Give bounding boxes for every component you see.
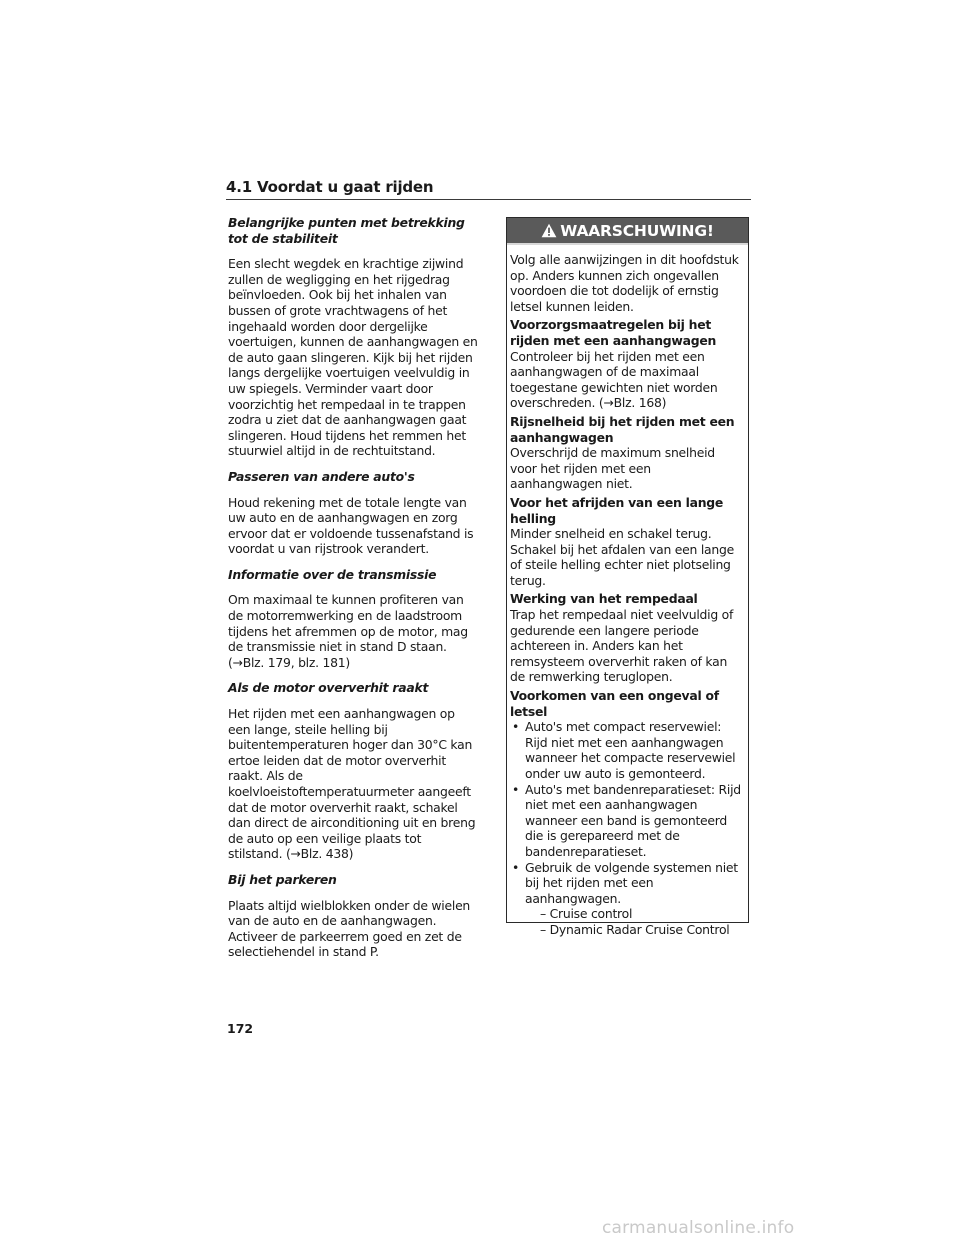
section-title: 4.1 Voordat u gaat rijden bbox=[226, 178, 434, 196]
bullet-text: Auto's met bandenreparatieset: Rijd niet met een aanhangwagen wanneer een band is gemonteerd die is gerepareerd met de bandenreparatieset. bbox=[525, 781, 741, 859]
transmission-paragraph: Om maximaal te kunnen profiteren van de motorremwerking en de laadstroom tijdens het afremmen op de motor, mag de transmissie niet in stand D staan. (→Blz. 179, blz. 181) bbox=[228, 592, 468, 670]
bullet-text: Gebruik de volgende systemen niet bij het rijden met een aanhangwagen. bbox=[525, 859, 738, 906]
trailer-precaution-text: Controleer bij het rijden met een aanhangwagen of de maximaal toegestane gewichten niet worden overschreden. (→Blz. 168) bbox=[510, 348, 718, 411]
watermark: carmanualsonline.info bbox=[602, 1218, 795, 1238]
warning-title: WAARSCHUWING! bbox=[560, 221, 714, 240]
list-item bbox=[510, 719, 743, 781]
overheat-heading: Als de motor oververhit raakt bbox=[228, 680, 429, 696]
overheat-paragraph: Het rijden met een aanhangwagen op een lange, steile helling bij buitentemperaturen hoger dan 30°C kan ertoe leiden dat de motor oververhit raakt. Als de koelvloeistoftemperatuurmeter aangeeft dat de motor oververhit raakt, schakel dan direct de airconditioning uit en breng de auto op een veilige plaats tot stilstand. (→Blz. 438) bbox=[228, 706, 476, 862]
brake-pedal-text: Trap het rempedaal niet veelvuldig of gedurende een langere periode achtereen in. Anders kan het remsysteem oververhit raken of kan de remwerking teruglopen. bbox=[510, 607, 734, 685]
warning-triangle-icon bbox=[541, 223, 557, 238]
bullet-text: Auto's met compact reservewiel: Rijd niet met een aanhangwagen wanneer het compacte reservewiel onder uw auto is gemonteerd. bbox=[525, 719, 736, 781]
warning-title-bar bbox=[507, 218, 748, 243]
left-column bbox=[228, 215, 478, 970]
stability-paragraph: Een slecht wegdek en krachtige zijwind zullen de wegligging en het rijgedrag beïnvloeden. Ook bij het inhalen van bussen of grote vrachtwagens of het ingehaald worden door dergelijke voertuigen, kunnen de aanhangwagen en de auto gaan slingeren. Kijk bij het rijden langs dergelijke voertuigen veelvuldig in uw spiegels. Verminder vaart door voorzichtig het rempedaal in te trappen zodra u ziet dat de aanhangwagen gaat slingeren. Houd tijdens het remmen het stuurwiel altijd in de rechtuitstand. bbox=[228, 256, 478, 459]
parking-paragraph: Plaats altijd wielblokken onder de wielen van de auto en de aanhangwagen. Activeer de parkeerrem goed en zet de selectiehendel in stand P. bbox=[228, 897, 471, 960]
sub-item-cruise-control: – Cruise control bbox=[540, 906, 633, 922]
bullet-marker: • bbox=[512, 781, 520, 797]
list-item bbox=[510, 782, 743, 860]
parking-heading: Bij het parkeren bbox=[228, 871, 337, 887]
speed-text: Overschrijd de maximum snelheid voor het rijden met een aanhangwagen niet. bbox=[510, 445, 715, 492]
header-divider bbox=[226, 199, 751, 200]
warning-body bbox=[507, 245, 748, 938]
transmission-heading: Informatie over de transmissie bbox=[228, 566, 437, 582]
warning-intro: Volg alle aanwijzingen in dit hoofdstuk op. Anders kunnen zich ongevallen voordoen die tot dodelijk of ernstig letsel kunnen leiden. bbox=[510, 252, 739, 314]
bullet-marker: • bbox=[512, 719, 520, 735]
page-number: 172 bbox=[227, 1021, 254, 1036]
passing-heading: Passeren van andere auto's bbox=[228, 468, 415, 484]
descent-heading: Voor het afrijden van een lange helling bbox=[510, 494, 724, 526]
brake-pedal-heading: Werking van het rempedaal bbox=[510, 591, 698, 607]
stability-heading: Belangrijke punten met betrekking tot de stabiliteit bbox=[228, 215, 465, 246]
trailer-precaution-heading: Voorzorgsmaatregelen bij het rijden met een aanhangwagen bbox=[510, 317, 717, 348]
sub-item-radar-cruise-control: – Dynamic Radar Cruise Control bbox=[540, 921, 730, 937]
accident-bullet-list bbox=[510, 719, 743, 937]
speed-heading: Rijsnelheid bij het rijden met een aanhangwagen bbox=[510, 413, 735, 445]
descent-text: Minder snelheid en schakel terug. Schakel bij het afdalen van een lange of steile helling echter niet plotseling terug. bbox=[510, 526, 734, 588]
passing-paragraph: Houd rekening met de totale lengte van uw auto en de aanhangwagen en zorg ervoor dat er voldoende tussenafstand is voordat u van rijstrook verandert. bbox=[228, 494, 474, 557]
accident-prevention-heading: Voorkomen van een ongeval of letsel bbox=[510, 688, 719, 719]
warning-box bbox=[506, 217, 749, 937]
list-item bbox=[510, 860, 743, 938]
bullet-marker: • bbox=[512, 859, 520, 875]
